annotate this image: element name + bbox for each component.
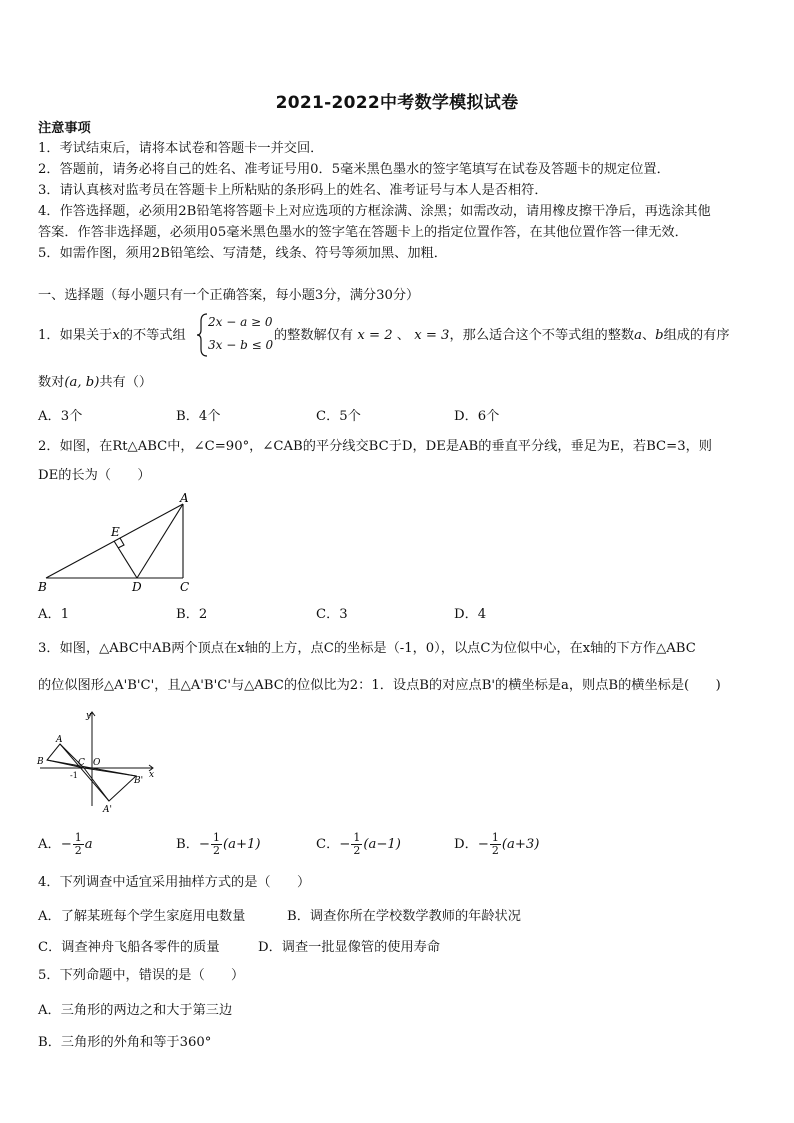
q1-option-d[interactable]: D．6个 <box>454 409 500 424</box>
q3-option-c[interactable] <box>316 832 401 857</box>
q1-pair: (a, b) <box>64 375 100 390</box>
label-e: E <box>111 525 120 539</box>
denominator: 2 <box>353 844 361 857</box>
label-d: D <box>132 580 142 594</box>
q1-text: 、 <box>396 328 410 343</box>
notice-item: 5．如需作图，须用2B铅笔绘、写清楚，线条、符号等须加黑、加粗． <box>38 246 447 261</box>
q5-option-a[interactable]: A．三角形的两边之和大于第三边 <box>38 1003 233 1018</box>
q1-option-a[interactable]: A．3个 <box>38 409 83 424</box>
question-3-stem: 3．如图，△ABC中AB两个顶点在x轴的上方，点C的坐标是（-1，0），以点C为位似中心，在x轴的下方作△ABC <box>38 641 696 656</box>
q1-option-b[interactable]: B．4个 <box>176 409 221 424</box>
question-3-stem-line-2: 的位似图形△A'B'C'，且△A'B'C'与△ABC的位似比为2：1．设点B的对应点B'的横坐标是a，则点B的横坐标是( ) <box>38 678 721 693</box>
denominator: 2 <box>491 844 499 857</box>
triangle-figure-q2 <box>36 491 206 594</box>
segment-de <box>114 541 137 578</box>
notice-item: 1．考试结束后，请将本试卷和答题卡一并交回． <box>38 141 324 156</box>
q2-option-b[interactable]: B．2 <box>176 607 208 622</box>
numerator: 1 <box>491 831 499 844</box>
inequality-line-2: 3x − b ≤ 0 <box>208 338 274 352</box>
q1-text: 的整数解仅有 <box>274 328 354 343</box>
fraction <box>351 832 362 857</box>
right-angle-mark <box>118 538 124 548</box>
segment-ad <box>137 504 183 578</box>
label-b-prime: B' <box>134 776 144 786</box>
numerator: 1 <box>74 831 82 844</box>
question-5-stem: 5．下列命题中，错误的是（ ） <box>38 968 245 983</box>
q1-var-x: x <box>112 328 120 343</box>
option-letter: B． <box>176 837 199 852</box>
option-expr: a <box>84 837 93 852</box>
q1-option-c[interactable]: C．5个 <box>316 409 361 424</box>
label-y: y <box>86 711 92 721</box>
fraction <box>211 832 222 857</box>
question-1-stem <box>38 326 186 346</box>
label-o: O <box>93 758 101 768</box>
inequality-system <box>196 312 276 358</box>
q1-text: 、 <box>641 328 656 343</box>
q2-option-d[interactable]: D．4 <box>454 607 487 622</box>
coordinate-figure-q3 <box>36 706 161 816</box>
q1-text: 数对 <box>38 375 65 390</box>
q4-option-b[interactable]: B．调查你所在学校数学教师的年龄状况 <box>287 909 521 924</box>
denominator: 2 <box>74 844 82 857</box>
option-expr: (a+1) <box>222 837 261 852</box>
notice-heading: 注意事项 <box>38 121 91 136</box>
notice-item: 2．答题前，请务必将自己的姓名、准考证号用0．5毫米黑色墨水的签字笔填写在试卷及答题卡的规定位置． <box>38 162 670 177</box>
q4-option-a[interactable]: A．了解某班每个学生家庭用电数量 <box>38 909 246 924</box>
q1-solution-2: x = 3 <box>414 328 450 343</box>
label-a-prime: A' <box>103 805 112 815</box>
q1-var-b: b <box>655 328 664 343</box>
section-heading: 一、选择题（每小题只有一个正确答案，每小题3分，满分30分） <box>38 288 420 303</box>
q1-var-a: a <box>634 328 642 343</box>
label-c: C <box>78 758 85 768</box>
notice-item: 3．请认真核对监考员在答题卡上所粘贴的条形码上的姓名、准考证号与本人是否相符． <box>38 183 548 198</box>
minus-sign: − <box>477 837 489 852</box>
question-2-stem: 2．如图，在Rt△ABC中，∠C=90°，∠CAB的平分线交BC于D，DE是AB的垂直平分线，垂足为E，若BC=3，则 <box>38 439 712 454</box>
q1-solution-1: x = 2 <box>357 328 393 343</box>
label-minus-one: -1 <box>70 771 78 780</box>
numerator: 1 <box>353 831 361 844</box>
notice-item: 4．作答选择题，必须用2B铅笔将答题卡上对应选项的方框涂满、涂黑；如需改动，请用橡皮擦干净后，再选涂其他 <box>38 204 711 219</box>
q2-option-a[interactable]: A．1 <box>38 607 70 622</box>
q3-option-a[interactable] <box>38 832 93 857</box>
option-expr: (a+3) <box>501 837 540 852</box>
q2-option-c[interactable]: C．3 <box>316 607 348 622</box>
exam-title: 2021-2022中考数学模拟试卷 <box>275 93 519 113</box>
option-letter: A． <box>38 837 61 852</box>
q3-option-b[interactable] <box>176 832 261 857</box>
q3-option-d[interactable] <box>454 832 539 857</box>
label-c: C <box>180 580 190 594</box>
q1-text: 共有（） <box>99 375 153 390</box>
minus-sign: − <box>339 837 351 852</box>
question-4-stem: 4．下列调查中适宜采用抽样方式的是（ ） <box>38 875 311 890</box>
option-letter: D． <box>454 837 478 852</box>
q1-text: 的不等式组 <box>119 328 186 343</box>
label-x: x <box>149 770 155 780</box>
label-b: B <box>37 757 44 767</box>
option-expr: (a−1) <box>363 837 401 852</box>
fraction <box>73 832 84 857</box>
q1-text: 组成的有序 <box>663 328 730 343</box>
fraction <box>490 832 501 857</box>
line-aa-prime <box>60 744 109 801</box>
question-2-stem-line-2: DE的长为（ ） <box>38 468 151 483</box>
label-b: B <box>38 580 47 594</box>
question-1-stem-cont <box>274 326 730 346</box>
denominator: 2 <box>212 844 220 857</box>
q4-option-d[interactable]: D．调查一批显像管的使用寿命 <box>258 940 441 955</box>
q1-text: 1．如果关于 <box>38 328 113 343</box>
q4-option-c[interactable]: C．调查神舟飞船各零件的质量 <box>38 940 220 955</box>
question-1-line-2 <box>38 373 152 393</box>
inequality-line-1: 2x − a ≥ 0 <box>208 315 273 329</box>
q1-text: ，那么适合这个不等式组的整数 <box>449 328 635 343</box>
label-a: A <box>56 735 63 745</box>
minus-sign: − <box>198 837 210 852</box>
notice-item: 答案．作答非选择题，必须用05毫米黑色墨水的签字笔在答题卡上的指定位置作答，在其他位置作答一律无效． <box>38 225 688 240</box>
q5-option-b[interactable]: B．三角形的外角和等于360° <box>38 1035 212 1050</box>
option-letter: C． <box>316 837 340 852</box>
numerator: 1 <box>212 831 220 844</box>
minus-sign: − <box>60 837 72 852</box>
label-a: A <box>180 491 189 505</box>
